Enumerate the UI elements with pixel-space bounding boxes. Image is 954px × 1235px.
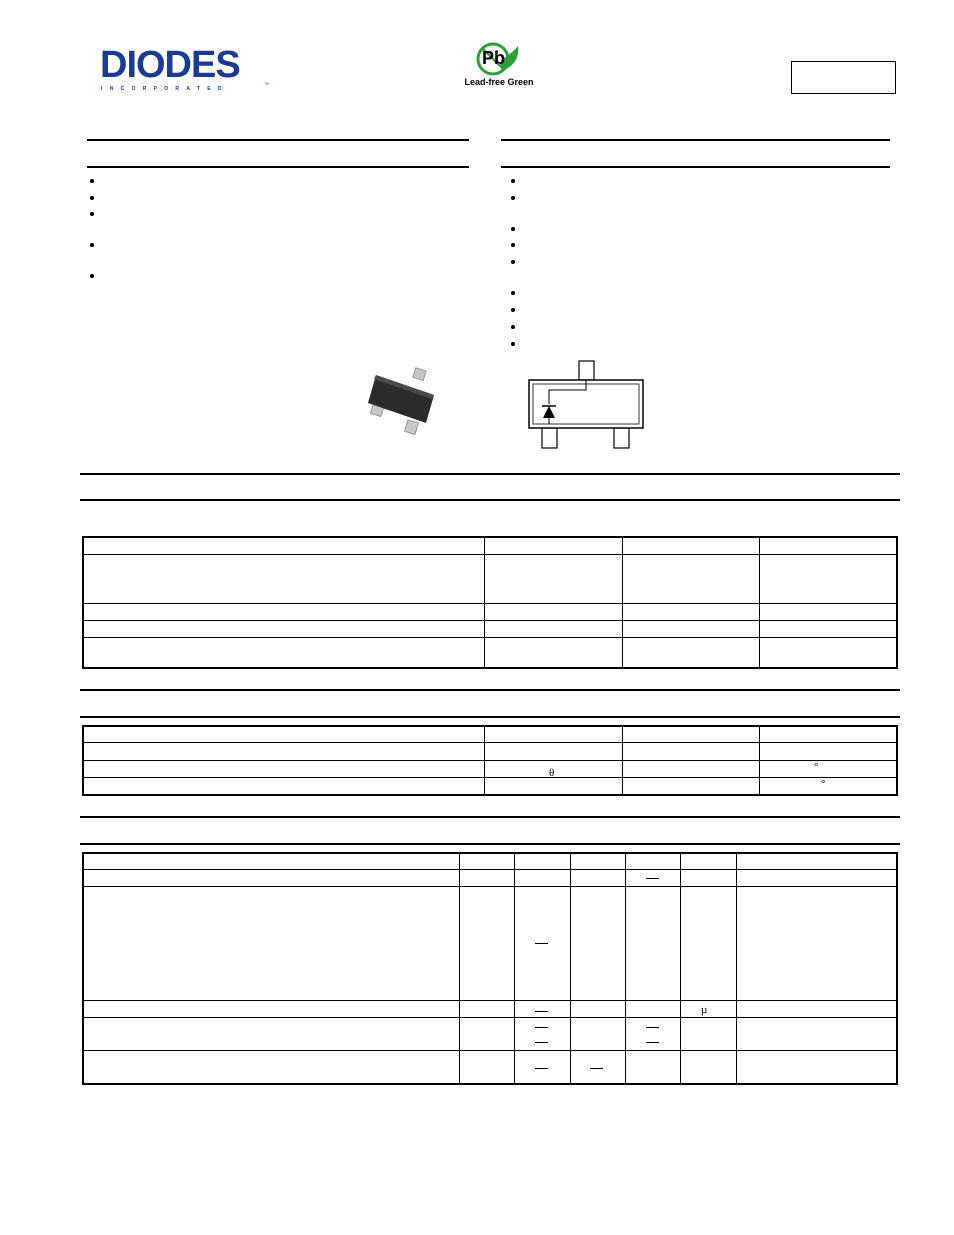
table-column-divider [680,854,681,1083]
degree-symbol: ° [814,761,819,773]
table-column-divider [514,854,515,1083]
table-row [84,1017,896,1018]
dash-mark [535,943,548,944]
table-column-divider [484,727,485,794]
thermal-table [82,725,898,796]
dash-mark [646,1042,659,1043]
list-item [511,227,515,231]
electrical-rule-top [80,816,900,818]
dash-mark [535,1011,548,1012]
table-column-divider [484,538,485,667]
mechanical-rule-bottom [501,166,890,168]
list-item [511,179,515,183]
table-column-divider [625,854,626,1083]
table-row [84,620,896,621]
table-row [84,1050,896,1051]
table-row [84,1000,896,1001]
list-item [511,325,515,329]
ratings-rule-bottom [80,499,900,501]
features-rule-top [87,139,469,141]
diode-schematic-icon [527,360,647,452]
ratings-table [82,536,898,669]
ratings-rule-top [80,473,900,475]
logo-wordmark: DIODES [100,44,240,86]
table-row [84,637,896,638]
dash-mark [646,878,659,879]
table-column-divider [759,727,760,794]
theta-symbol: θ [549,767,555,779]
table-row [84,869,896,870]
table-row [84,777,896,778]
list-item [90,243,94,247]
list-item [90,179,94,183]
table-row [84,603,896,604]
table-column-divider [570,854,571,1083]
dash-mark [535,1042,548,1043]
list-item [511,243,515,247]
logo-trademark: ™ [264,82,269,88]
micro-symbol: µ [701,1004,708,1016]
pb-free-leaf-icon [474,40,522,80]
table-row [84,742,896,743]
table-row [84,760,896,761]
list-item [511,308,515,312]
degree-symbol: ° [821,778,826,790]
mechanical-rule-top [501,139,890,141]
list-item [90,212,94,216]
table-column-divider [622,538,623,667]
sot23-package-icon [362,365,446,441]
dash-mark [646,1027,659,1028]
table-column-divider [759,538,760,667]
pb-glyph: Pb [482,48,506,68]
electrical-rule-bottom [80,843,900,845]
list-item [511,291,515,295]
list-item [511,196,515,200]
thermal-rule-bottom [80,716,900,718]
features-rule-bottom [87,166,469,168]
thermal-rule-top [80,689,900,691]
dash-mark [535,1068,548,1069]
list-item [90,274,94,278]
leadfree-label: Lead-free Green [464,77,534,87]
table-column-divider [736,854,737,1083]
table-row [84,554,896,555]
table-column-divider [622,727,623,794]
list-item [511,260,515,264]
electrical-table [82,852,898,1085]
logo-subtext: INCORPORATED [101,86,229,92]
table-column-divider [459,854,460,1083]
list-item [511,342,515,346]
dash-mark [535,1027,548,1028]
part-number-box [791,61,896,94]
dash-mark [590,1068,603,1069]
list-item [90,196,94,200]
table-row [84,886,896,887]
